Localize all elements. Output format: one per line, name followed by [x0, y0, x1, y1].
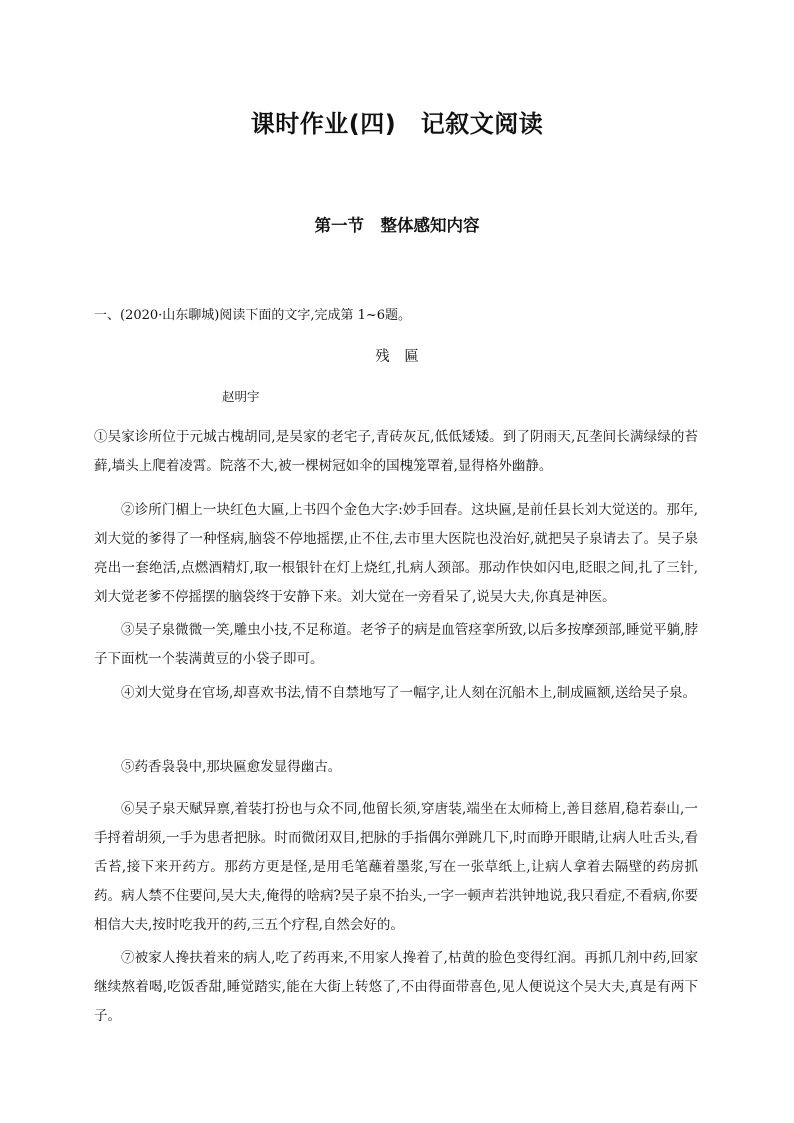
paragraph-6: ⑥吴子泉天赋异禀,着装打扮也与众不同,他留长须,穿唐装,端坐在太师椅上,善目慈眉,稳若泰山,一手捋着胡须,一手为患者把脉。时而微闭双目,把脉的手指偶尔弹跳几下,时而睁开眼睛,让病人吐舌头,看舌苔,接下来开药方。那药方更是怪,是用毛笔蘸着墨浆,写在一张草纸上,让病人拿着去隔壁的药房抓药。病人禁不住要问,吴大夫,俺得的啥病?吴子泉不抬头,一字一顿声若洪钟地说,我只看症,不看病,你要相信大夫,按时吃我开的药,三五个疗程,自然会好的。: [94, 801, 698, 933]
section-title: 第一节 整体感知内容: [314, 216, 480, 235]
paragraph-7: ⑦被家人搀扶着来的病人,吃了药再来,不用家人搀着了,枯黄的脸色变得红润。再抓几剂中药,回家继续熬着喝,吃饭香甜,睡觉踏实,能在大街上转悠了,不由得面带喜色,见人便说这个吴大夫,真是有两下子。: [94, 950, 698, 1024]
paragraph-5: ⑤药香袅袅中,那块匾愈发显得幽古。: [121, 759, 342, 775]
paragraph-1: ①吴家诊所位于元城古槐胡同,是吴家的老宅子,青砖灰瓦,低低矮矮。到了阴雨天,瓦垄间长满绿绿的苔藓,墙头上爬着凌霄。院落不大,被一棵树冠如伞的国槐笼罩着,显得格外幽静。: [94, 429, 698, 474]
article-author: 赵明宇: [222, 389, 260, 404]
paragraph-2: ②诊所门楣上一块红色大匾,上书四个金色大字:妙手回春。这块匾,是前任县长刘大觉送的。那年,刘大觉的爹得了一种怪病,脑袋不停地摇摆,止不住,去市里大医院也没治好,就把吴子泉请去了。吴子泉亮出一套绝活,点燃酒精灯,取一根银针在灯上烧红,扎病人颈部。那动作快如闪电,眨眼之间,扎了三针,刘大觉老爹不停摇摆的脑袋终于安静下来。刘大觉在一旁看呆了,说吴大夫,你真是神医。: [94, 502, 698, 605]
article-title: 残 匾: [375, 349, 419, 365]
paragraph-3: ③吴子泉微微一笑,雕虫小技,不足称道。老爷子的病是血管痉挛所致,以后多按摩颈部,睡觉平躺,脖子下面枕一个装满黄豆的小袋子即可。: [94, 622, 698, 667]
paragraph-4: ④刘大觉身在官场,却喜欢书法,情不自禁地写了一幅字,让人刻在沉船木上,制成匾额,送给吴子泉。: [121, 685, 696, 701]
question-intro: 一、(2020·山东聊城)阅读下面的文字,完成第 1~6题。: [94, 308, 412, 323]
page-title: 课时作业(四) 记叙文阅读: [250, 110, 544, 138]
